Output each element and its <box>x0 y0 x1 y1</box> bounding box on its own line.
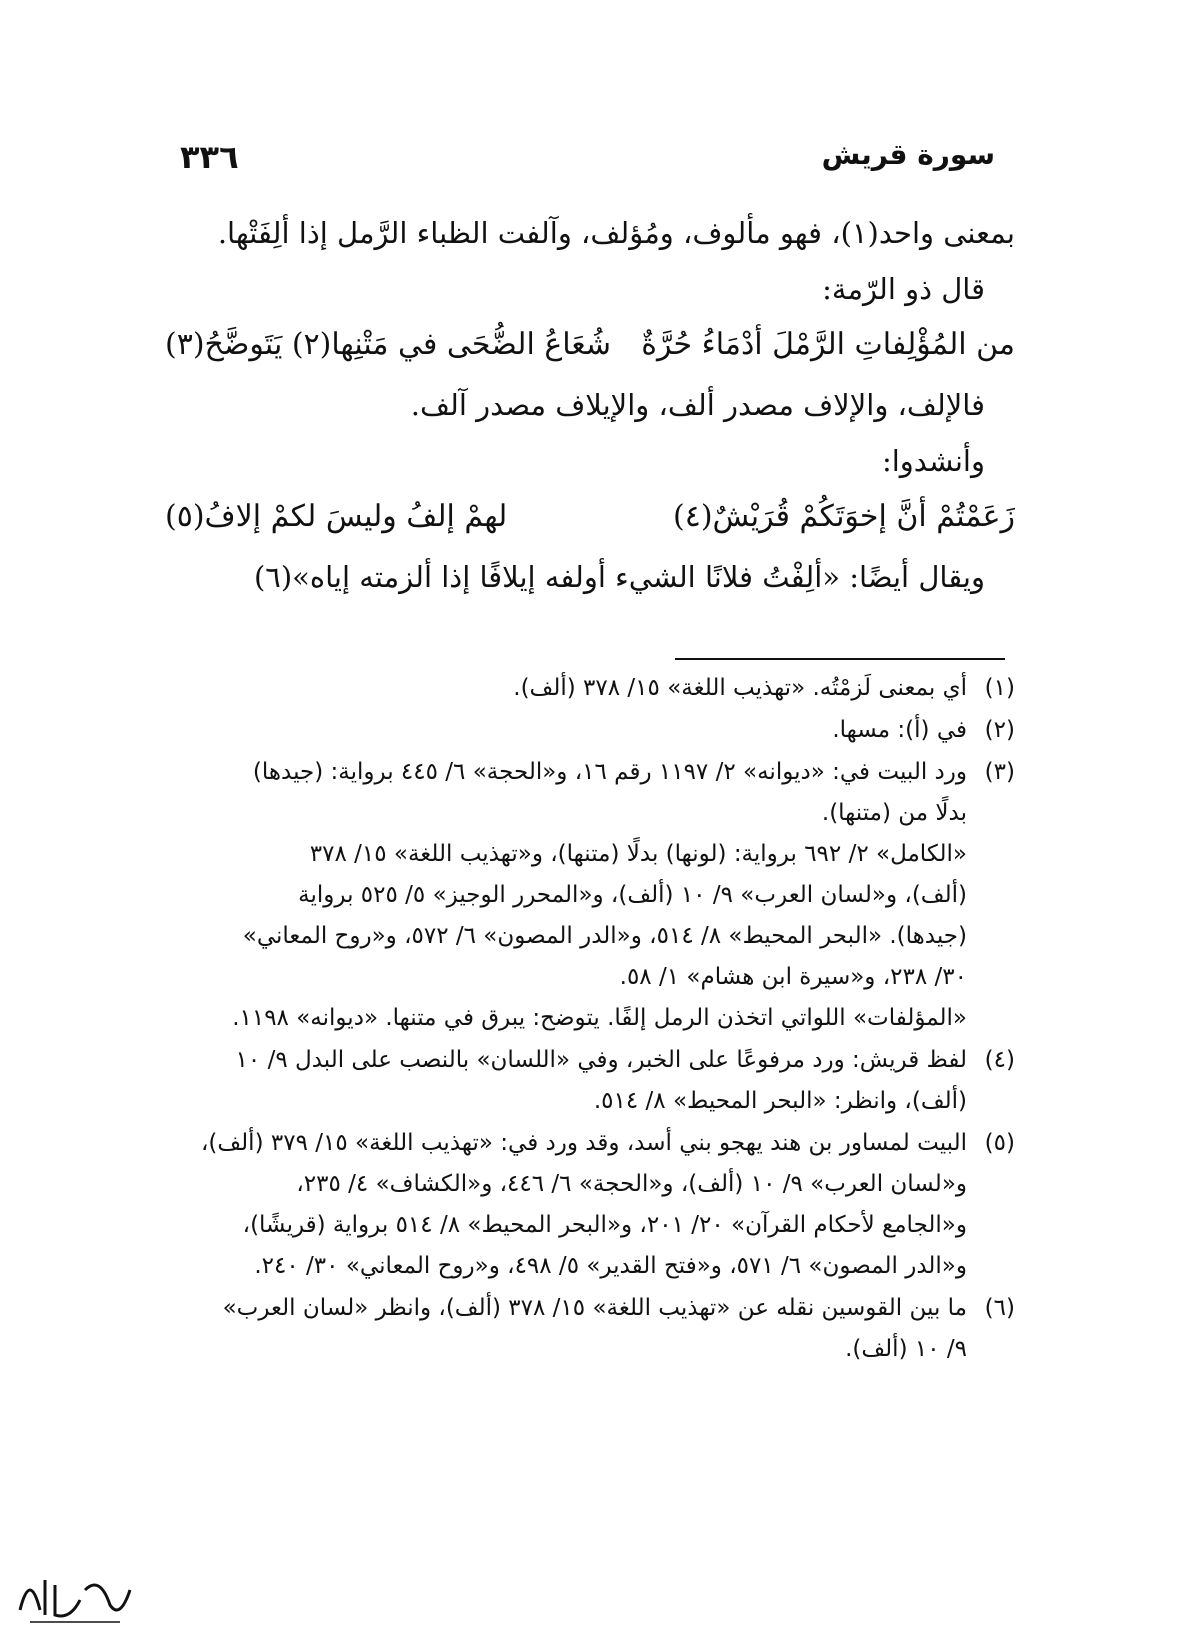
footnote-line: ٩/ ١٠ (ألف). <box>845 1336 967 1362</box>
page-header <box>180 138 995 178</box>
footnote <box>165 710 1015 751</box>
text-line: فالإلف، والإلاف مصدر ألف، والإيلاف مصدر آلف. <box>410 388 985 422</box>
verse-second-hemistich: شُعَاعُ الضُّحَى في مَتْنِها(٢) يَتَوضَّحُ(٣) <box>165 327 611 362</box>
text-line: قال ذو الرّمة: <box>822 272 985 306</box>
text-line: وأنشدوا: <box>881 444 985 478</box>
footnote-line: ما بين القوسين نقله عن «تهذيب اللغة» ١٥/ ٣٧٨ (ألف)، وانظر «لسان العرب» <box>222 1295 967 1321</box>
footnote-line: (ألف)، و«لسان العرب» ٩/ ١٠ (ألف)، و«المحرر الوجيز» ٥/ ٥٢٥ برواية <box>298 882 967 908</box>
footnote-line: في (أ): مسها. <box>832 717 967 743</box>
footnote <box>165 1040 1015 1122</box>
footnote-number: (٣) <box>984 759 1015 785</box>
footnote <box>165 668 1015 709</box>
footnote-line: (جيدها). «البحر المحيط» ٨/ ٥١٤، و«الدر المصون» ٦/ ٥٧٢، و«روح المعاني» <box>242 923 967 949</box>
footnote <box>165 1123 1015 1287</box>
footnote-line: «الكامل» ٢/ ٦٩٢ برواية: (لونها) بدلًا (متنها)، و«تهذيب اللغة» ١٥/ ٣٧٨ <box>309 841 967 867</box>
footnote-line: و«لسان العرب» ٩/ ١٠ (ألف)، و«الحجة» ٦/ ٤٤٦، و«الكشاف» ٤/ ٢٣٥، <box>296 1171 967 1197</box>
page-number: ٣٣٦ <box>180 138 239 176</box>
poetry-verse <box>165 317 1015 377</box>
poetry-verse <box>165 489 1015 549</box>
footnote-line: لفظ قريش: ورد مرفوعًا على الخبر، وفي «اللسان» بالنصب على البدل ٩/ ١٠ <box>235 1047 967 1073</box>
footnote-line: و«الدر المصون» ٦/ ٥٧١، و«فتح القدير» ٥/ ٤٩٨، و«روح المعاني» ٣٠/ ٢٤٠. <box>254 1253 967 1279</box>
footnote-number: (٦) <box>984 1295 1015 1321</box>
footnote <box>165 1288 1015 1370</box>
text-line: بمعنى واحد(١)، فهو مألوف، ومُؤلف، وآلفت الظباء الرَّمل إذا ألِفَتْها. <box>217 216 1015 250</box>
footnote-number: (٥) <box>984 1130 1015 1156</box>
main-text <box>165 205 1015 605</box>
surah-title: سورة قريش <box>821 138 995 171</box>
footnote-line: ورد البيت في: «ديوانه» ٢/ ١١٩٧ رقم ١٦، و«الحجة» ٦/ ٤٤٥ برواية: (جيدها) <box>252 759 967 785</box>
verse-first-hemistich: زَعَمْتُمْ أنَّ إخوَتَكُمْ قُرَيْشٌ(٤) <box>672 499 1015 534</box>
footnote-line: بدلًا من (متنها). <box>821 800 967 826</box>
calligraphy-logo-icon <box>10 1560 140 1632</box>
verse-first-hemistich: من المُؤْلِفاتِ الرَّمْلَ أدْمَاءُ حُرَّةٌ <box>641 327 1015 362</box>
verse-second-hemistich: لهمْ إلفُ وليسَ لكمْ إلافُ(٥) <box>165 499 508 534</box>
text-line: ويقال أيضًا: «ألِفْتُ فلانًا الشيء أولفه إيلافًا إذا ألزمته إياه»(٦) <box>253 560 985 594</box>
footnote-number: (١) <box>984 675 1015 701</box>
footnote-line: البيت لمساور بن هند يهجو بني أسد، وقد ورد في: «تهذيب اللغة» ١٥/ ٣٧٩ (ألف)، <box>200 1130 967 1156</box>
footnote-number: (٢) <box>984 717 1015 743</box>
footnote-line: و«الجامع لأحكام القرآن» ٢٠/ ٢٠١، و«البحر المحيط» ٨/ ٥١٤ برواية (قريشًا)، <box>242 1212 967 1238</box>
footnote-line: (ألف)، وانظر: «البحر المحيط» ٨/ ٥١٤. <box>593 1088 967 1114</box>
footnote-line: أي بمعنى لَزمْتُه. «تهذيب اللغة» ١٥/ ٣٧٨ (ألف). <box>513 675 967 701</box>
footnote <box>165 752 1015 1039</box>
footnote-line: ٣٠/ ٢٣٨، و«سيرة ابن هشام» ١/ ٥٨. <box>619 964 967 990</box>
footnote-number: (٤) <box>984 1047 1015 1073</box>
footnotes <box>165 668 1015 1371</box>
footnote-line: «المؤلفات» اللواتي اتخذن الرمل إلفًا. يتوضح: يبرق في متنها. «ديوانه» ١١٩٨. <box>232 1005 967 1031</box>
footnote-divider <box>675 658 1005 660</box>
